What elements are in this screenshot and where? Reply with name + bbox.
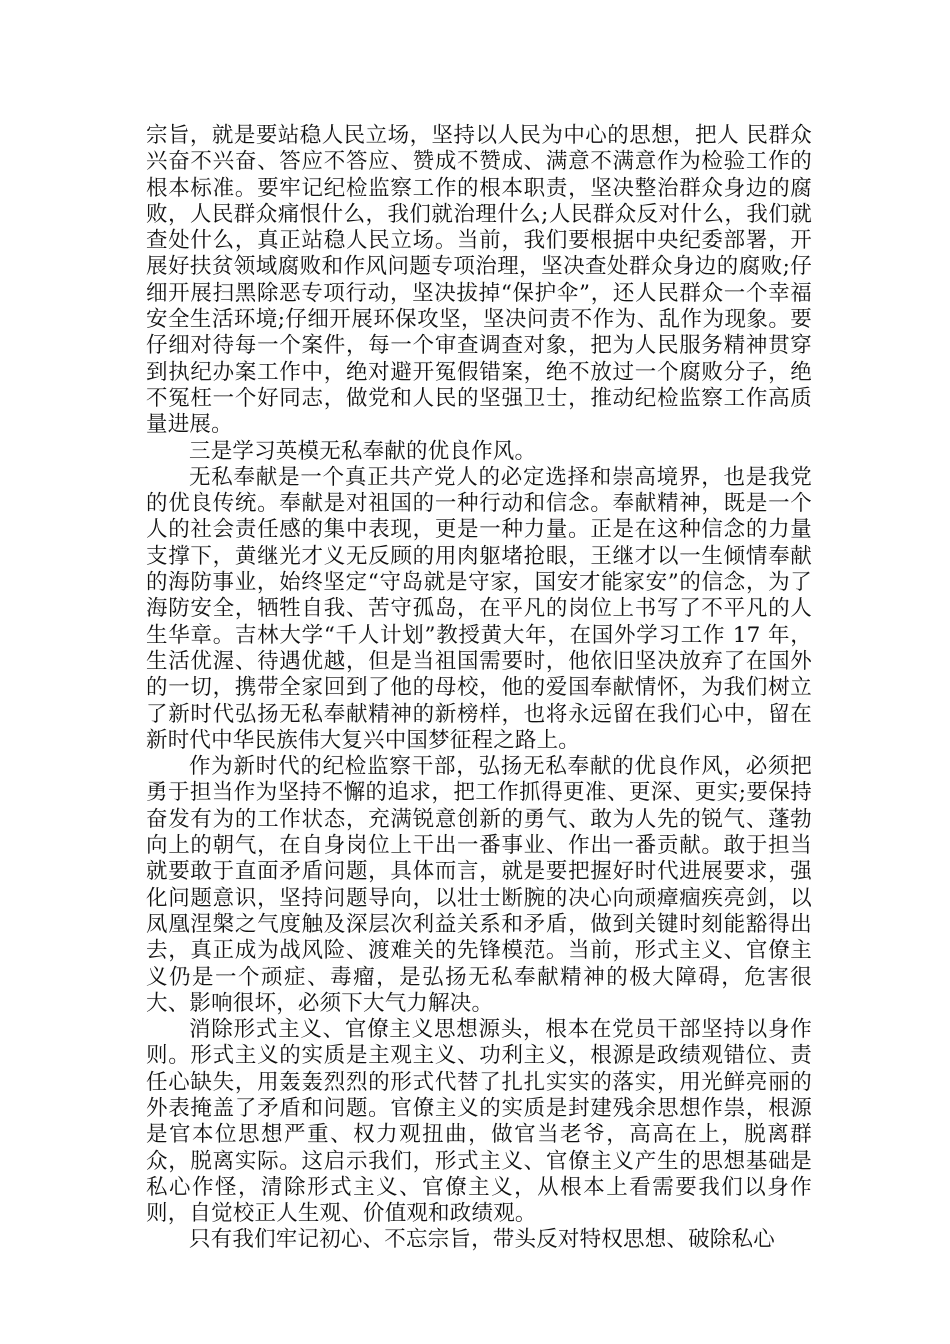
paragraph-dedication: 无私奉献是一个真正共产党人的必定选择和崇高境界，也是我党的优良传统。奉献是对祖国的一种行动和信念。奉献精神，既是一个人的社会责任感的集中表现，更是一种力量。正是在这种信念的力量支撑下，黄继光才义无反顾的用肉躯堵抢眼，王继才以一生倾情奉献的海防事业，始终坚定“守岛就是守家，国安才能家安”的信念，为了海防安全，牺牲自我、苦守孤岛，在平凡的岗位上书写了不平凡的人生华章。吉林大学“千人计划”教授黄大年，在国外学习工作 17 年，生活优渥、待遇优越，但是当祖国需要时，他依旧坚决放弃了在国外的一切，携带全家回到了他的母校，他的爱国奉献情怀，为我们树立了新时代弘扬无私奉献精神的新榜样，也将永远留在我们心中，留在新时代中华民族伟大复兴中国梦征程之路上。 xyxy=(146,464,812,753)
paragraph-continuation: 宗旨，就是要站稳人民立场，坚持以人民为中心的思想，把人 民群众兴奋不兴奋、答应不答应、赞成不赞成、满意不满意作为检验工作的根本标准。要牢记纪检监察工作的根本职责，坚决整治群众身边的腐败，人民群众痛恨什么，我们就治理什么;人民群众反对什么，我们就查处什么，真正站稳人民立场。当前，我们要根据中央纪委部署，开展好扶贫领域腐败和作风问题专项治理，坚决查处群众身边的腐败;仔细开展扫黑除恶专项行动，坚决拔掉“保护伞”，还人民群众一个幸福安全生活环境;仔细开展环保攻坚，坚决问责不作为、乱作为现象。要仔细对待每一个案件，每一个审查调查对象，把为人民服务精神贯穿到执纪办案工作中，绝对避开冤假错案，绝不放过一个腐败分子，绝不冤枉一个好同志，做党和人民的坚强卫士，推动纪检监察工作高质量进展。 xyxy=(146,123,812,438)
paragraph-responsibility: 作为新时代的纪检监察干部，弘扬无私奉献的优良作风，必须把勇于担当作为坚持不懈的追求，把工作抓得更准、更深、更实;要保持奋发有为的工作状态，充满锐意创新的勇气、敢为人先的锐气、蓬勃向上的朝气，在自身岗位上干出一番事业、作出一番贡献。敢于担当就要敢于直面矛盾问题，具体而言，就是要把握好时代进展要求，强化问题意识，坚持问题导向，以壮士断腕的决心向顽瘴痼疾亮剑，以凤凰涅槃之气度触及深层次利益关系和矛盾，做到关键时刻能豁得出去，真正成为战风险、渡难关的先锋模范。当前，形式主义、官僚主义仍是一个顽症、毒瘤，是弘扬无私奉献精神的极大障碍，危害很大、影响很坏，必须下大气力解决。 xyxy=(146,754,812,1016)
paragraph-formalism: 消除形式主义、官僚主义思想源头，根本在党员干部坚持以身作则。形式主义的实质是主观主义、功利主义，根源是政绩观错位、责任心缺失，用轰轰烈烈的形式代替了扎扎实实的落实，用光鲜亮丽的外表掩盖了矛盾和问题。官僚主义的实质是封建残余思想作祟，根源是官本位思想严重、权力观扭曲，做官当老爷，高高在上，脱离群众，脱离实际。这启示我们，形式主义、官僚主义产生的思想基础是私心作怪，清除形式主义、官僚主义，从根本上看需要我们以身作则，自觉校正人生观、价值观和政绩观。 xyxy=(146,1017,812,1227)
document-body xyxy=(146,123,812,1254)
paragraph-closing: 只有我们牢记初心、不忘宗旨，带头反对特权思想、破除私心 xyxy=(189,1227,775,1253)
section-heading-three: 三是学习英模无私奉献的优良作风。 xyxy=(189,438,537,464)
